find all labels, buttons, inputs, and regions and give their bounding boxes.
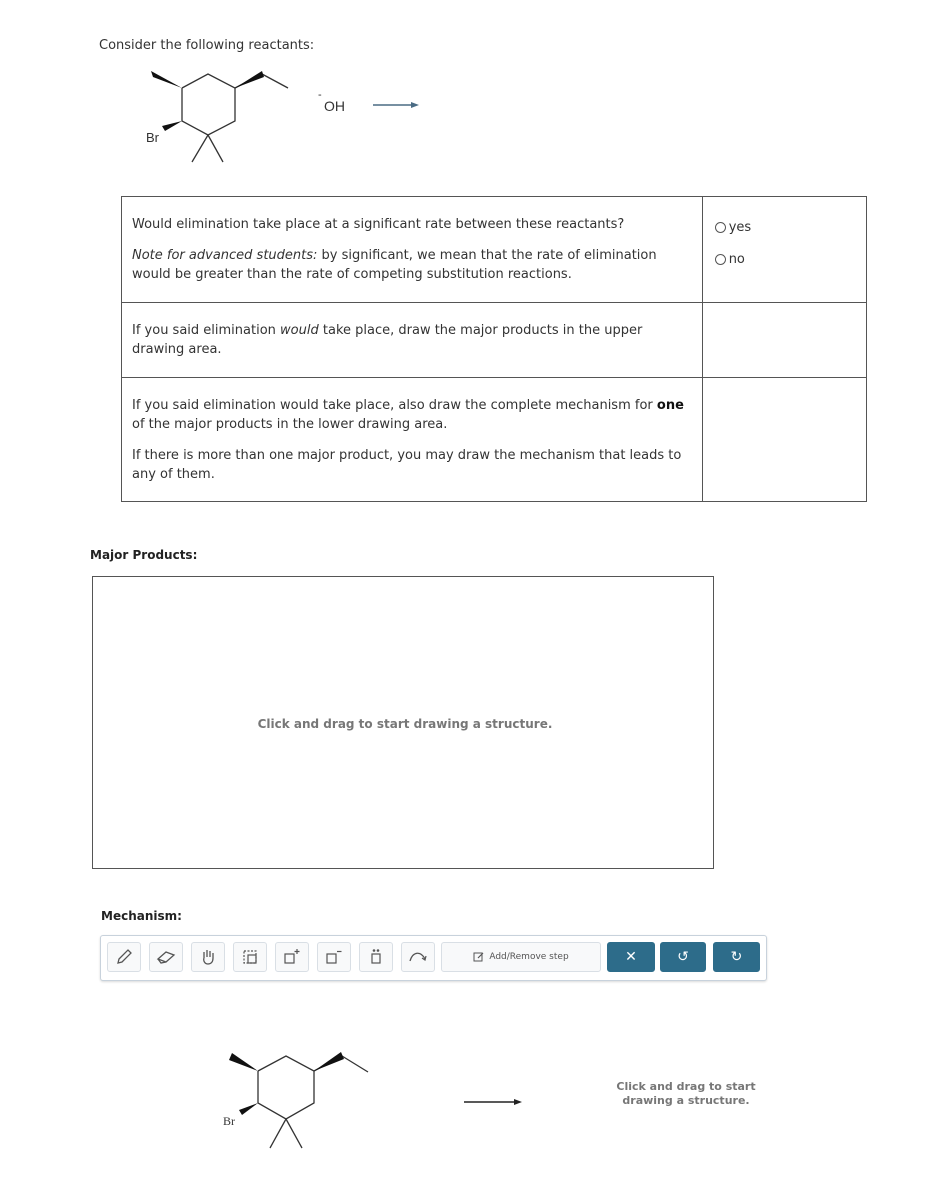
mechanism-instruction <box>132 396 692 434</box>
intro-text: Consider the following reactants: <box>99 38 315 53</box>
cyclohexane-ring <box>182 74 288 162</box>
mechanism-drawing-area[interactable] <box>606 1080 766 1128</box>
mechanism-arrow <box>460 1094 526 1110</box>
question-cell <box>122 197 703 303</box>
products-instruction <box>132 321 692 359</box>
redo-icon: ↻ <box>730 949 743 965</box>
question-cell <box>122 303 703 378</box>
question-row-elimination <box>122 197 867 303</box>
select-box-icon <box>240 947 260 967</box>
select-tool-button[interactable] <box>233 942 267 972</box>
hand-tool-button[interactable] <box>191 942 225 972</box>
mechanism-hint-line1: Click and drag to start <box>616 1080 756 1093</box>
reagent-label: OH <box>324 98 345 114</box>
curved-arrow-button[interactable] <box>401 942 435 972</box>
mechanism-instruction-2: If there is more than one major product, you may draw the mechanism that leads to any of them. <box>132 448 682 482</box>
major-products-label: Major Products: <box>90 548 198 562</box>
close-icon: ✕ <box>625 949 637 965</box>
lone-pair-button[interactable] <box>359 942 393 972</box>
lone-pair-icon <box>366 947 386 967</box>
mechanism-wedge-br <box>239 1103 258 1115</box>
wedge-bond-methyl <box>151 71 182 88</box>
products-instruction-part1: If you said elimination <box>132 323 281 338</box>
eraser-tool-button[interactable] <box>149 942 183 972</box>
reagent-charge: - <box>318 89 322 101</box>
mechanism-instruction-strong: one <box>656 398 684 413</box>
mechanism-hint-line2: drawing a structure. <box>622 1094 750 1107</box>
mechanism-hint <box>606 1080 766 1108</box>
answer-cell <box>702 197 866 303</box>
question-elimination-text: Would elimination take place at a significant rate between these reactants? <box>132 217 625 232</box>
radio-yes[interactable] <box>715 222 726 233</box>
negative-charge-icon <box>324 947 344 967</box>
option-yes-label: yes <box>728 219 752 235</box>
positive-charge-icon <box>282 947 302 967</box>
negative-charge-button[interactable] <box>317 942 351 972</box>
reaction-arrow-head <box>411 102 419 108</box>
mechanism-instruction-part1: If you said elimination would take place, also draw the complete mechanism for <box>132 398 657 413</box>
add-remove-step-button[interactable] <box>441 942 601 972</box>
note-label: Note for advanced students: <box>132 248 318 263</box>
question-cell <box>122 378 703 502</box>
undo-button[interactable] <box>660 942 706 972</box>
question-row-products <box>122 303 867 378</box>
note-body: by significant, we mean that the rate of elimination would be greater than the rate of competing substitution reactions. <box>132 248 657 282</box>
eraser-icon <box>155 947 177 967</box>
clear-button[interactable] <box>607 942 655 972</box>
pencil-tool-button[interactable] <box>107 942 141 972</box>
option-no[interactable] <box>715 251 854 267</box>
bromine-label: Br <box>146 130 159 145</box>
mechanism-bromine-label: Br <box>223 1114 235 1128</box>
wedge-bond-ethyl <box>235 71 264 88</box>
major-products-hint: Click and drag to start drawing a structure. <box>257 717 553 731</box>
mechanism-toolbar <box>100 935 767 981</box>
products-instruction-part2: take place, draw the major products in the upper drawing area. <box>132 323 643 357</box>
question-table <box>121 196 867 502</box>
mechanism-ring <box>258 1056 368 1148</box>
mechanism-label: Mechanism: <box>101 909 182 923</box>
pencil-icon <box>114 947 134 967</box>
mechanism-instruction-part2: of the major products in the lower drawing area. <box>132 417 448 432</box>
curved-arrow-icon <box>407 947 429 967</box>
products-instruction-emph: would <box>280 323 319 338</box>
note-text <box>132 246 692 284</box>
empty-cell <box>702 378 866 502</box>
undo-icon: ↺ <box>677 949 689 965</box>
redo-button[interactable] <box>713 942 760 972</box>
radio-no[interactable] <box>715 254 726 265</box>
edit-icon <box>473 951 485 963</box>
mechanism-wedge-methyl <box>229 1053 258 1071</box>
option-yes[interactable] <box>715 219 854 235</box>
mechanism-starting-material <box>210 1040 385 1160</box>
hand-icon <box>198 947 218 967</box>
mechanism-wedge-ethyl <box>314 1052 344 1071</box>
major-products-drawing-area[interactable] <box>92 576 714 869</box>
add-remove-step-label: Add/Remove step <box>489 952 569 962</box>
option-no-label: no <box>728 251 745 267</box>
empty-cell <box>702 303 866 378</box>
reaction-scheme <box>120 58 440 173</box>
positive-charge-button[interactable] <box>275 942 309 972</box>
wedge-bond-br <box>162 121 182 131</box>
question-row-mechanism <box>122 378 867 502</box>
